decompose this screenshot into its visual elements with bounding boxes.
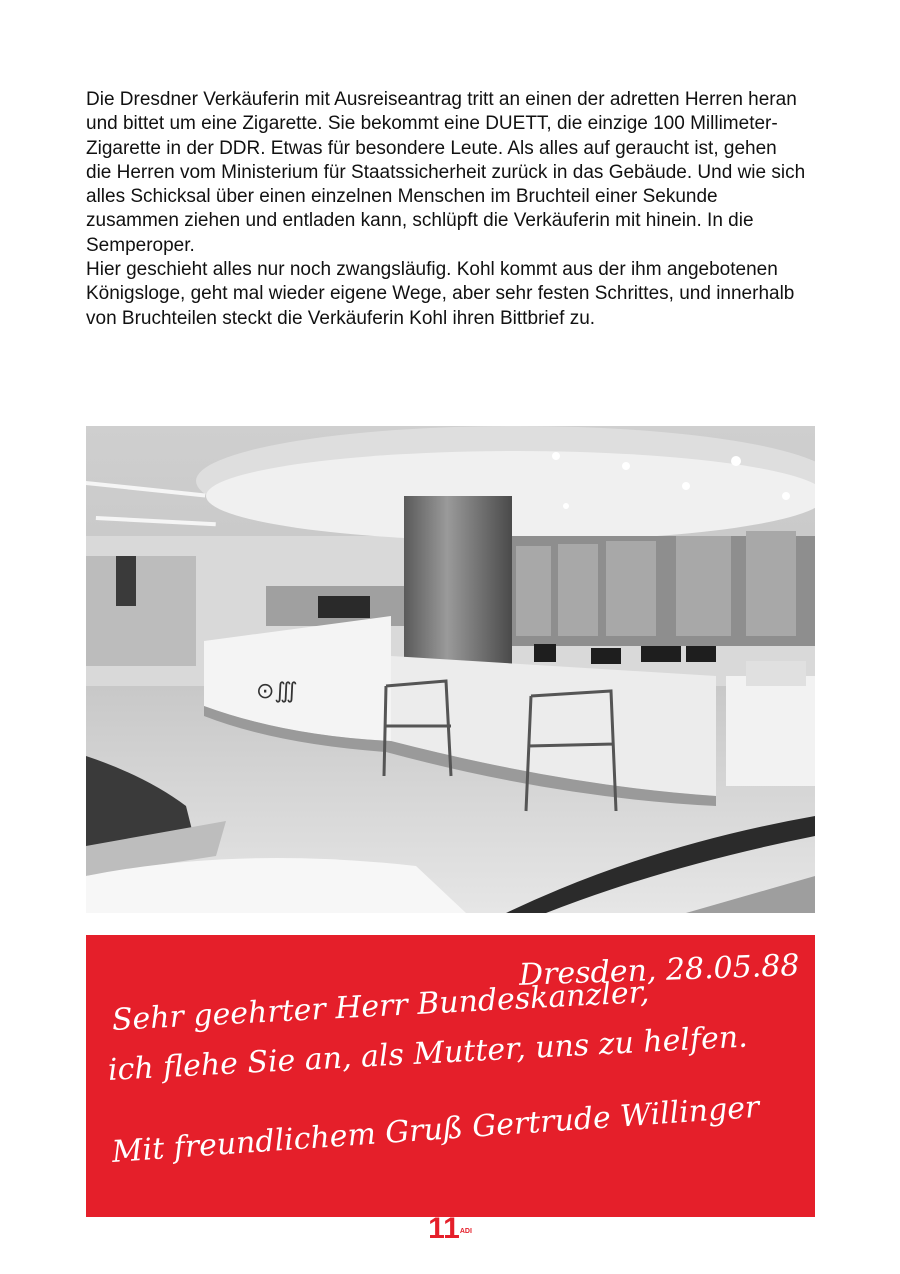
handwritten-letter	[86, 935, 815, 1217]
svg-text:⊙∭: ⊙∭	[256, 679, 298, 704]
paragraph-2: Hier geschieht alles nur noch zwangsläufig. Kohl kommt aus der ihm angebotenen Königsloge, geht mal wieder eigene Wege, aber sehr festen Schrittes, und innerhalb von Bruchteilen steckt die Verkäuferin Kohl ihren Bittbrief zu.	[86, 259, 795, 329]
letter-closing: Mit freundlichem Gruß Gertrude Willinger	[110, 1089, 761, 1170]
body-text	[86, 88, 806, 331]
hospital-reception-photo	[86, 426, 815, 913]
page-number-value: 11	[428, 1212, 460, 1245]
letter-date: Dresden, 28.05.88	[517, 948, 800, 993]
page-number	[420, 1214, 480, 1244]
page-mark: ADI	[459, 1228, 472, 1235]
letter-body: ich flehe Sie an, als Mutter, uns zu helfen.	[107, 1019, 749, 1088]
paragraph-1: Die Dresdner Verkäuferin mit Ausreiseantrag tritt an einen der adretten Herren heran und bittet um eine Zigarette. Sie bekommt eine DUETT, die einzige 100 Millimeter- Zigarette in der DDR. Etwas für besondere Leute. Als alles auf geraucht ist, gehen die Herren vom Ministerium für Staatssicherheit zurück in das Gebäude. Und wie sich alles Schicksal über einen einzelnen Menschen im Bruchteil einer Sekunde zusammen ziehen und entladen kann, schlüpft die Verkäuferin mit hinein. In die Semperoper.	[86, 89, 806, 256]
letter-salutation: Sehr geehrter Herr Bundeskanzler,	[111, 974, 651, 1038]
